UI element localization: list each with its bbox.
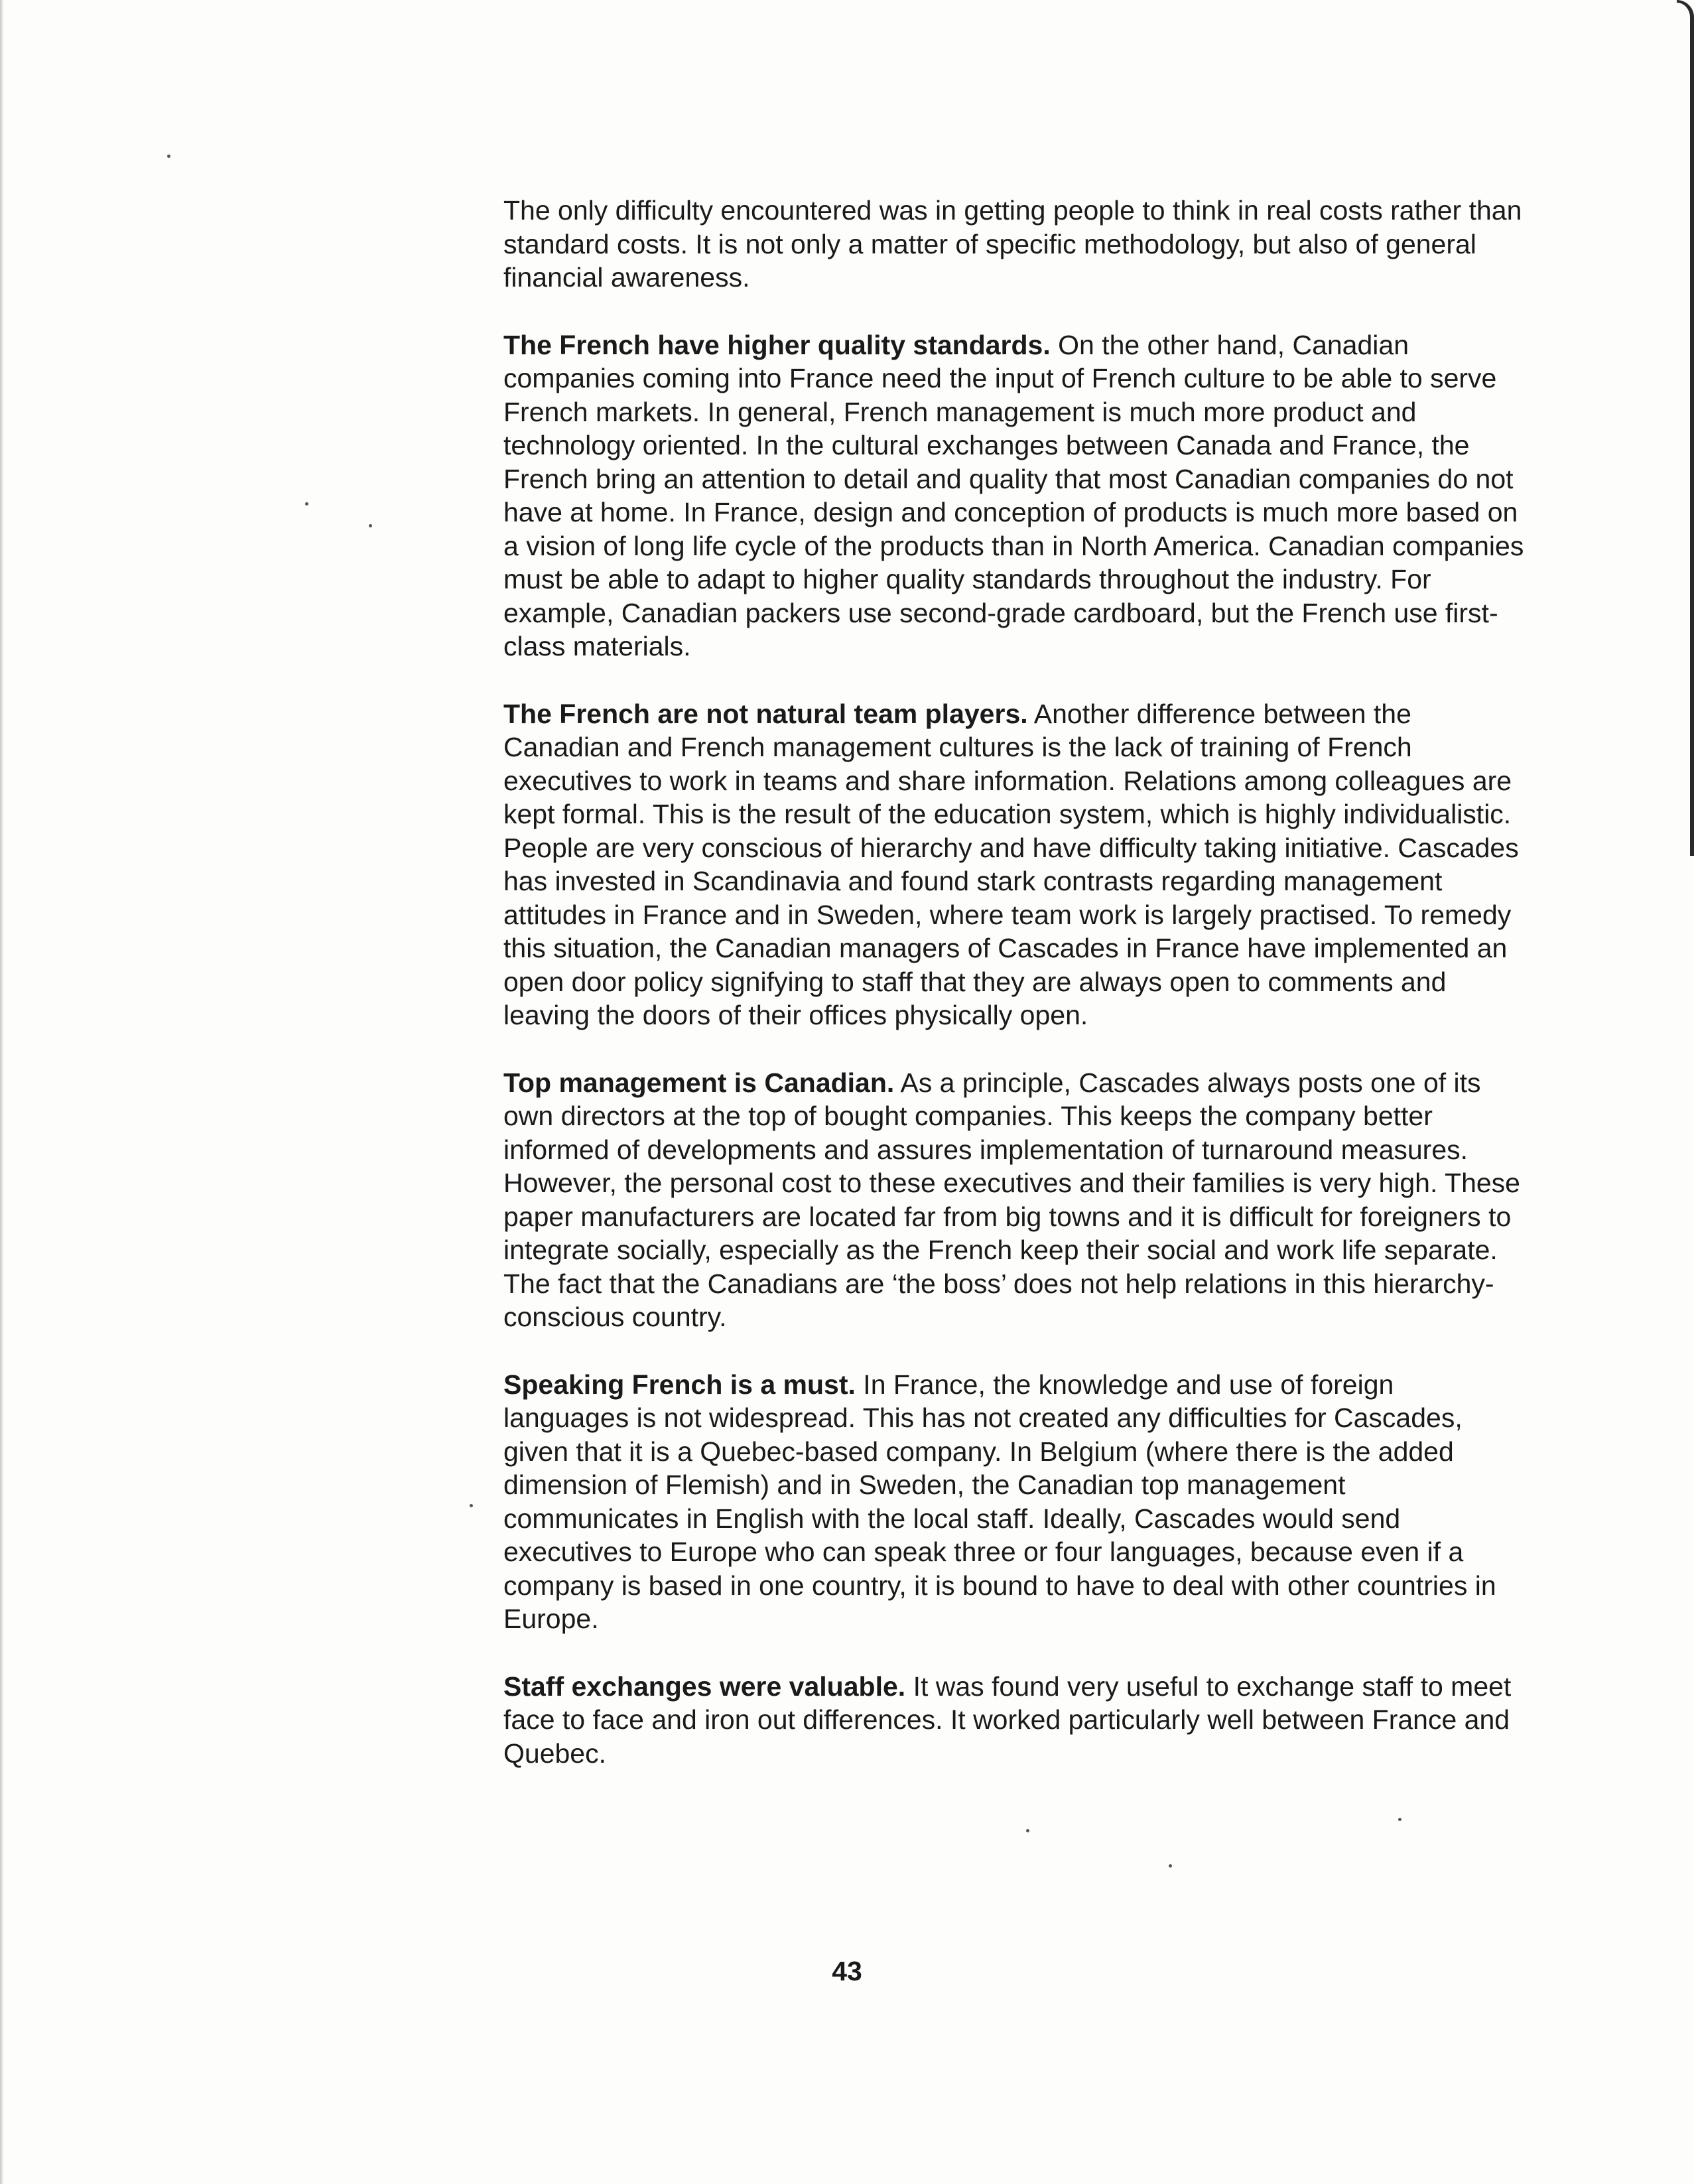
body-text: [503, 194, 1525, 1804]
paragraph-staff-exchanges: [503, 1670, 1525, 1771]
scan-speck: [1026, 1829, 1029, 1832]
scan-speck: [369, 524, 372, 527]
paragraph-text: It was found very useful to exchange staff to meet face to face and iron out differences. It worked particularly well between France and Quebec.: [503, 1671, 1512, 1769]
paragraph-heading: Speaking French is a must.: [503, 1369, 856, 1400]
scan-speck: [167, 155, 170, 158]
paragraph-heading: Top management is Canadian.: [503, 1067, 895, 1098]
paragraph-quality-standards: [503, 328, 1525, 663]
paragraph-text: The only difficulty encountered was in getting people to think in real costs rather than standard costs. It is not only a matter of specific methodology, but also of general financial awareness.: [503, 195, 1522, 293]
page-number: 43: [832, 1956, 862, 1986]
paragraph-top-management: [503, 1066, 1525, 1334]
paragraph-text: Another difference between the Canadian and French management cultures is the lack of training of French executives to work in teams and share information. Relations among colleagues are kept formal. This is the result of the education system, which is highly individualistic. People are very conscious of hierarchy and have difficulty taking initiative. Cascades has invested in Scandinavia and found stark contrasts regarding management attitudes in France and in Sweden, where team work is largely practised. To remedy this situation, the Canadian managers of Cascades in France have implemented an open door policy signifying to staff that they are always open to comments and leaving the doors of their offices physically open.: [503, 698, 1519, 1030]
scan-corner-mark: [1677, 0, 1694, 856]
scan-edge-shadow: [0, 0, 3, 2184]
paragraph-speaking-french: [503, 1368, 1525, 1636]
paragraph-text: On the other hand, Canadian companies coming into France need the input of French culture to be able to serve French markets. In general, French management is much more product and technology oriented. In the cultural exchanges between Canada and France, the French bring an attention to detail and quality that most Canadian companies do not have at home. In France, design and conception of products is much more based on a vision of long life cycle of the products than in North America. Canadian companies must be able to adapt to higher quality standards throughout the industry. For example, Canadian packers use second-grade cardboard, but the French use first-class materials.: [503, 329, 1524, 661]
scan-speck: [470, 1504, 473, 1507]
paragraph-text: In France, the knowledge and use of foreign languages is not widespread. This has not created any difficulties for Cascades, given that it is a Quebec-based company. In Belgium (where there is the added dimension of Flemish) and in Sweden, the Canadian top management communicates in English with the local staff. Ideally, Cascades would send executives to Europe who can speak three or four languages, because even if a company is based in one country, it is bound to have to deal with other countries in Europe.: [503, 1369, 1496, 1634]
paragraph-heading: The French have higher quality standards.: [503, 329, 1051, 360]
paragraph-intro: [503, 194, 1525, 295]
scan-speck: [1169, 1864, 1172, 1868]
scan-speck: [1398, 1818, 1401, 1821]
paragraph-text: As a principle, Cascades always posts one of its own directors at the top of bought companies. This keeps the company better informed of developments and assures implementation of turnaround measures. However, the personal cost to these executives and their families is very high. These paper manufacturers are located far from big towns and it is difficult for foreigners to integrate socially, especially as the French keep their social and work life separate. The fact that the Canadians are ‘the boss’ does not help relations in this hierarchy-conscious country.: [503, 1067, 1520, 1332]
paragraph-heading: The French are not natural team players.: [503, 698, 1028, 729]
paragraph-team-players: [503, 697, 1525, 1032]
paragraph-heading: Staff exchanges were valuable.: [503, 1671, 906, 1702]
scan-speck: [305, 502, 308, 506]
